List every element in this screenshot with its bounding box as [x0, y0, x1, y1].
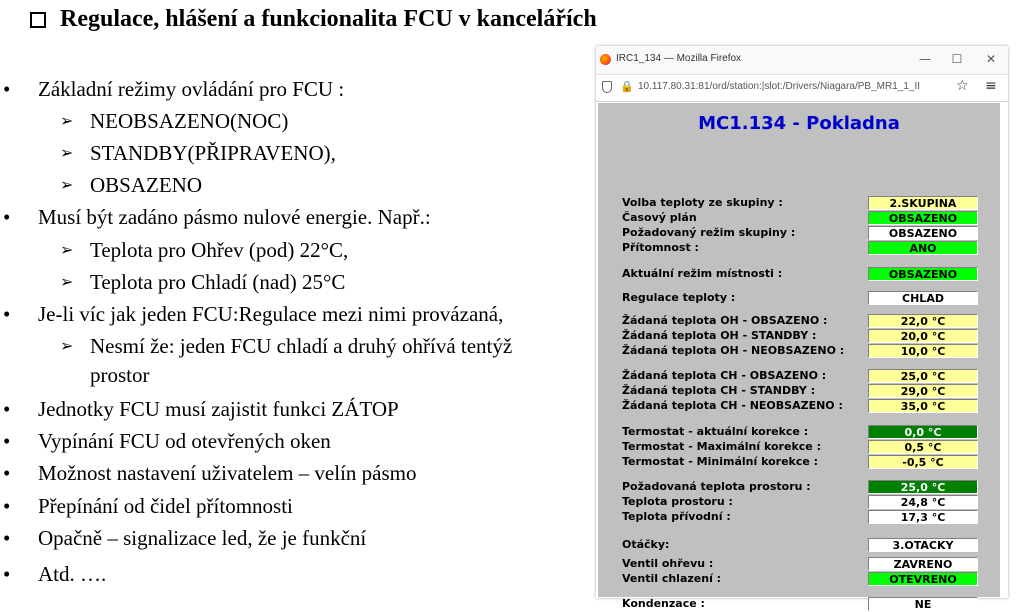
status-value[interactable]: 3.OTACKY [868, 538, 978, 552]
bullet-text: Je-li víc jak jeden FCU:Regulace mezi nimi provázaná, [38, 302, 504, 326]
status-label: Teplota přívodní : [622, 510, 731, 523]
status-row [622, 597, 982, 611]
status-row [622, 399, 982, 413]
status-label: Termostat - Maximální korekce : [622, 440, 821, 453]
status-value[interactable]: 24,8 °C [868, 495, 978, 509]
arrow-bullet-icon: ➢ [60, 175, 74, 194]
status-label: Ventil chlazení : [622, 572, 722, 585]
status-value[interactable]: CHLAD [868, 291, 978, 305]
bullet-dot-icon: • [3, 77, 11, 101]
sub-bullet-text: Teplota pro Chladí (nad) 25°C [90, 270, 346, 294]
bullet-dot-icon: • [3, 461, 11, 485]
status-label: Žádaná teplota CH - STANDBY : [622, 384, 816, 397]
panel-title: MC1.134 - Pokladna [698, 113, 900, 134]
sub-bullet-text: Teplota pro Ohřev (pod) 22°C, [90, 238, 349, 262]
status-row [622, 329, 982, 343]
status-label: Regulace teploty : [622, 291, 736, 304]
status-value[interactable]: ANO [868, 241, 978, 255]
window-titlebar [596, 46, 1008, 75]
bullet-dot-icon: • [3, 397, 11, 421]
bullet-text: Základní režimy ovládání pro FCU : [38, 77, 345, 101]
status-row [622, 241, 982, 255]
status-value[interactable]: 25,0 °C [868, 369, 978, 383]
status-row [622, 495, 982, 509]
status-row [622, 226, 982, 240]
minimize-button[interactable]: — [919, 52, 931, 66]
menu-icon[interactable]: ≡ [985, 78, 997, 94]
slide-title [30, 6, 597, 33]
firefox-window [596, 46, 1008, 611]
status-row [622, 267, 982, 281]
firefox-logo-icon [600, 54, 611, 65]
status-row [622, 510, 982, 524]
shield-icon[interactable] [602, 81, 612, 93]
bullet-dot-icon: • [3, 302, 11, 326]
sub-bullet-text: NEOBSAZENO(NOC) [90, 109, 289, 133]
bullet-text: Možnost nastavení uživatelem – velín pásmo [38, 461, 417, 485]
sub-bullet-text: Nesmí že: jeden FCU chladí a druhý ohřívá tentýž [90, 334, 513, 358]
arrow-bullet-icon: ➢ [60, 111, 74, 130]
bullet-text: Přepínání od čidel přítomnosti [38, 494, 293, 518]
status-label: Časový plán [622, 211, 697, 224]
status-row [622, 572, 982, 586]
lock-icon[interactable]: 🔒 [620, 80, 634, 93]
status-label: Termostat - Minimální korekce : [622, 455, 819, 468]
sub-bullet-text: STANDBY(PŘIPRAVENO), [90, 141, 336, 165]
slide-title-text: Regulace, hlášení a funkcionalita FCU v kancelářích [60, 6, 597, 32]
status-label: Ventil ohřevu : [622, 557, 714, 570]
status-value[interactable]: 0,0 °C [868, 425, 978, 439]
status-value[interactable]: -0,5 °C [868, 455, 978, 469]
bullet-dot-icon: • [3, 429, 11, 453]
status-row [622, 440, 982, 454]
status-value[interactable]: ZAVRENO [868, 557, 978, 571]
status-row [622, 384, 982, 398]
maximize-button[interactable]: ☐ [951, 52, 963, 66]
status-label: Termostat - aktuální korekce : [622, 425, 809, 438]
status-row [622, 211, 982, 225]
status-value[interactable]: 25,0 °C [868, 480, 978, 494]
status-value[interactable]: NE [868, 597, 978, 611]
status-row [622, 455, 982, 469]
status-label: Přítomnost : [622, 241, 699, 254]
status-value[interactable]: 0,5 °C [868, 440, 978, 454]
status-value[interactable]: 29,0 °C [868, 384, 978, 398]
status-label: Aktuální režim místnosti : [622, 267, 783, 280]
status-label: Žádaná teplota OH - OBSAZENO : [622, 314, 828, 327]
window-title: IRC1_134 — Mozilla Firefox [616, 53, 742, 64]
bullet-text: Jednotky FCU musí zajistit funkci ZÁTOP [38, 397, 399, 421]
status-label: Žádaná teplota OH - STANDBY : [622, 329, 817, 342]
status-value[interactable]: 10,0 °C [868, 344, 978, 358]
bullet-text: Atd. …. [38, 562, 107, 586]
status-value[interactable]: OBSAZENO [868, 211, 978, 225]
status-row [622, 480, 982, 494]
status-value[interactable]: OTEVRENO [868, 572, 978, 586]
status-row [622, 425, 982, 439]
status-row [622, 369, 982, 383]
bullet-text: Opačně – signalizace led, že je funkční [38, 526, 367, 550]
status-value[interactable]: 20,0 °C [868, 329, 978, 343]
close-button[interactable]: ✕ [985, 52, 997, 66]
status-label: Kondenzace : [622, 597, 705, 610]
bullet-dot-icon: • [3, 205, 11, 229]
status-row [622, 538, 982, 552]
arrow-bullet-icon: ➢ [60, 272, 74, 291]
status-label: Žádaná teplota CH - NEOBSAZENO : [622, 399, 843, 412]
status-row [622, 344, 982, 358]
status-label: Žádaná teplota CH - OBSAZENO : [622, 369, 827, 382]
status-row [622, 291, 982, 305]
status-label: Volba teploty ze skupiny : [622, 196, 783, 209]
status-row [622, 557, 982, 571]
bullet-dot-icon: • [3, 562, 11, 586]
sub-bullet-text: OBSAZENO [90, 173, 203, 197]
status-label: Požadovaný režim skupiny : [622, 226, 796, 239]
status-value[interactable]: 35,0 °C [868, 399, 978, 413]
bullet-dot-icon: • [3, 526, 11, 550]
status-label: Teplota prostoru : [622, 495, 733, 508]
arrow-bullet-icon: ➢ [60, 336, 74, 355]
sub-bullet-text: prostor [90, 363, 150, 387]
url-text[interactable]: 10.117.80.31:81/ord/station:|slot:/Drivers/Niagara/PB_MR1_1_II [638, 81, 921, 92]
checkbox-bullet-icon [30, 12, 46, 28]
arrow-bullet-icon: ➢ [60, 240, 74, 259]
bullet-text: Musí být zadáno pásmo nulové energie. Např.: [38, 205, 431, 229]
status-label: Požadovaná teplota prostoru : [622, 480, 811, 493]
status-value[interactable]: 2.SKUPINA [868, 196, 978, 210]
bullet-dot-icon: • [3, 494, 11, 518]
status-value[interactable]: 17,3 °C [868, 510, 978, 524]
address-bar[interactable] [596, 75, 1008, 102]
bookmark-star-icon[interactable]: ☆ [956, 78, 969, 94]
status-value[interactable]: OBSAZENO [868, 226, 978, 240]
status-row [622, 196, 982, 210]
status-value[interactable]: OBSAZENO [868, 267, 978, 281]
status-label: Žádaná teplota OH - NEOBSAZENO : [622, 344, 845, 357]
bullet-text: Vypínání FCU od otevřených oken [38, 429, 331, 453]
fcu-panel [598, 103, 1000, 611]
status-row [622, 314, 982, 328]
status-value[interactable]: 22,0 °C [868, 314, 978, 328]
arrow-bullet-icon: ➢ [60, 143, 74, 162]
status-label: Otáčky: [622, 538, 670, 551]
